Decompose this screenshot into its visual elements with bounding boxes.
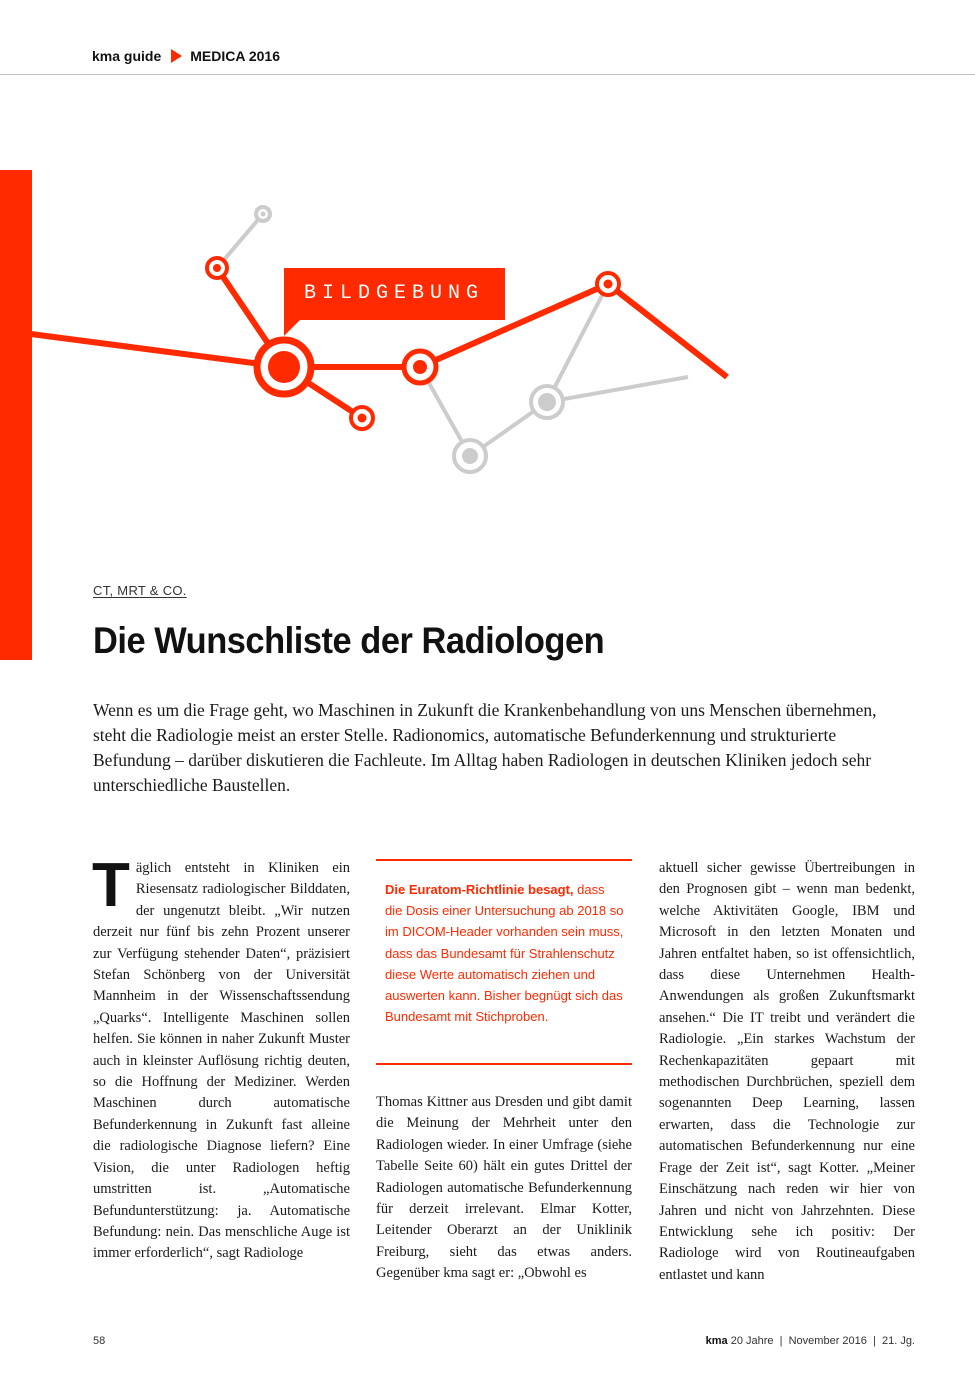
side-accent-bar xyxy=(0,170,32,660)
dropcap: T xyxy=(92,851,130,920)
pullquote-lead: Die Euratom-Richtlinie besagt, xyxy=(385,882,574,897)
play-arrow-icon xyxy=(171,49,182,63)
running-header xyxy=(92,48,280,64)
pullquote-top-rule xyxy=(376,859,632,861)
header-divider xyxy=(0,74,975,75)
article-lead: Wenn es um die Frage geht, wo Maschinen in Zukunft die Krankenbehandlung von uns Menschen übernehmen, steht die Radiologie meist an erster Stelle. Radionomics, automatische Befunderkennung und strukturierte Befundung – darüber diskutieren die Fachleute. Im Alltag haben Radiologen in deutschen Kliniken jedoch sehr unterschiedliche Baustellen. xyxy=(93,700,877,795)
badge-label: BILDGEBUNG xyxy=(304,282,485,305)
article-kicker: CT, MRT & CO. xyxy=(93,583,187,598)
pullquote-text: dass die Dosis einer Untersuchung ab 2018 so im DICOM-Header vorhanden sein muss, dass das Bundesamt für Strahlenschutz diese Werte automatisch ziehen und auswerten kann. Bisher begnügt sich das Bundesamt mit Stichproben. xyxy=(385,882,624,1025)
footer-info xyxy=(706,1335,915,1347)
badge-tail xyxy=(284,320,300,336)
pullquote xyxy=(385,879,625,1027)
header-brand: kma guide xyxy=(92,48,162,64)
body-column-2: Thomas Kittner aus Dresden und gibt damit die Meinung der Mehrheit unter den Radiologen wieder. In einer Umfrage (siehe Tabelle Seite 60) hält ein gutes Drittel der Radiologen automatische Befunderkennung für derzeit irrelevant. Elmar Kotter, Leitender Oberarzt an der Uniklinik Freiburg, sieht das etwas anders. Gegenüber kma sagt er: „Obwohl es xyxy=(376,1094,632,1282)
body-column-1 xyxy=(92,851,350,1265)
section-badge xyxy=(284,268,505,320)
body-column-1-text: äglich entsteht in Kliniken ein Riesensatz radiologischer Bilddaten, der ungenutzt bleibt. „Wir nutzen derzeit nur fünf bis zehn Prozent unserer zur Verfügung stehender Daten“, präzisiert Stefan Schönberg von der Universität Mannheim in der Wissenschaftssendung „Quarks“. Intelligente Maschinen sollen helfen. Sie können in naher Zukunft Muster auch in kleinster Auflösung richtig deuten, so die Hoffnung der Mediziner. Werden Maschinen durch automatische Befunderkennung in Zukunft fast alleine die radiologische Diagnose liefern? Eine Vision, die unter Radiologen heftig umstritten ist. „Automatische Befundunterstützung: ja. Automatische Befundung: nein. Das menschliche Auge ist immer erforderlich“, sagt Radiologe xyxy=(93,860,350,1262)
article-title: Die Wunschliste der Radiologen xyxy=(93,620,605,661)
pullquote-bottom-rule xyxy=(376,1063,632,1065)
page-number: 58 xyxy=(93,1335,106,1347)
footer-brand: kma xyxy=(705,1335,728,1347)
footer-issue: 20 Jahre | November 2016 | 21. Jg. xyxy=(727,1335,915,1347)
header-section: MEDICA 2016 xyxy=(190,48,280,64)
body-column-3: aktuell sicher gewisse Übertreibungen in den Prognosen gibt – wenn man bedenkt, welche Aktivitäten Google, IBM und Microsoft in den letzten Monaten und Jahren entfaltet haben, so ist offensichtlich, dass diese Unternehmen Health-Anwendungen als großen Zukunftsmarkt ansehen.“ Die IT treibt und verändert die Radiologie. „Ein starkes Wachstum der Rechenkapazitäten gepaart mit methodischen Durchbrüchen, speziell dem sogenannten Deep Learning, lassen erwarten, dass die Technologie zur automatischen Befunderkennung nur eine Frage der Zeit ist“, sagt Kotter. „Meiner Einschätzung nach reden wir hier von Jahren und nicht von Jahrzehnten. Diese Entwicklung sehe ich positiv: Der Radiologe wird von Routineaufgaben entlastet und kann xyxy=(659,860,915,1283)
